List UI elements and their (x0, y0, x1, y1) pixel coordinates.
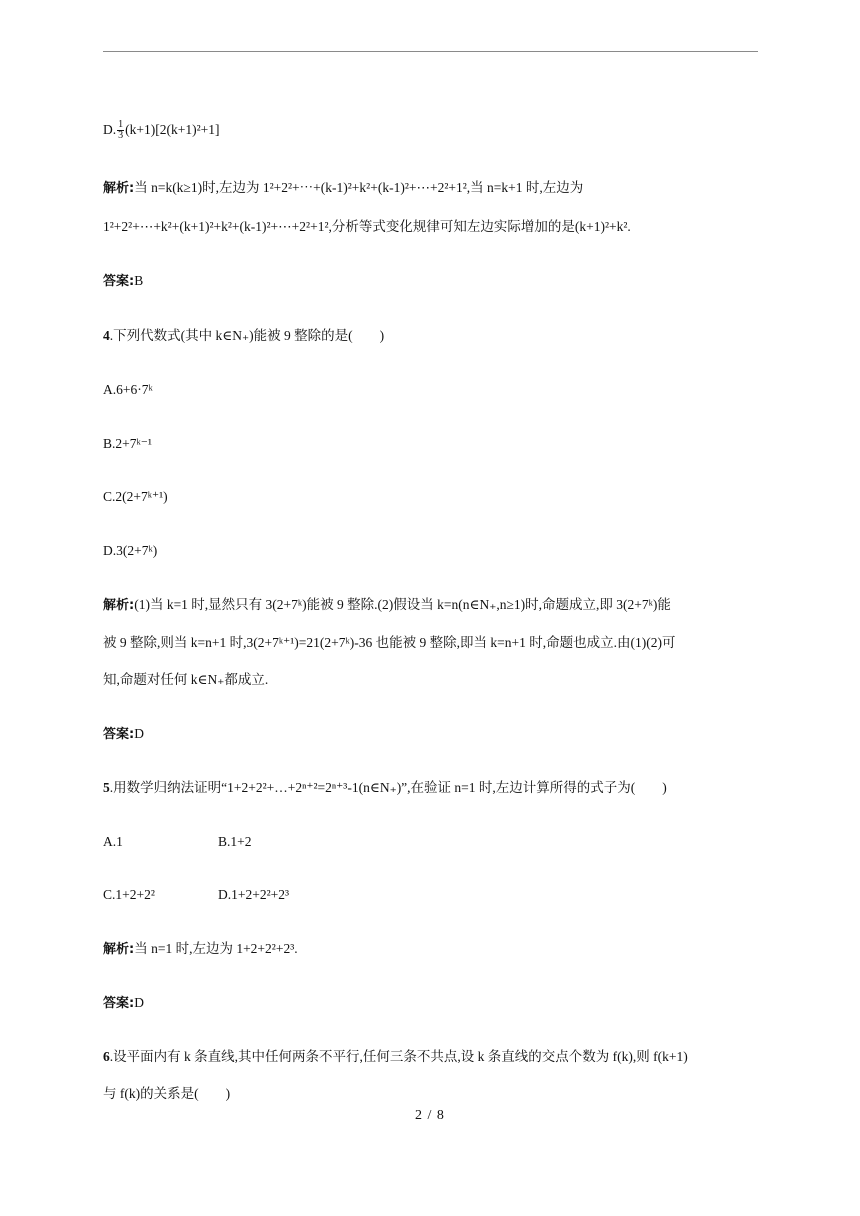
question-5-option-b: B.1+2 (218, 834, 252, 849)
fraction-numerator: 1 (118, 119, 124, 131)
solution-4-line-3: 知,命题对任何 k∈N₊都成立. (103, 672, 269, 687)
header-rule (103, 51, 758, 52)
question-number: 5 (103, 780, 110, 795)
question-5-option-a: A.1 (103, 834, 123, 849)
solution-label: 解析: (103, 181, 135, 196)
answer-label: 答案: (103, 996, 135, 1011)
answer-label: 答案: (103, 274, 135, 289)
option-rest: (k+1)[2(k+1)²+1] (125, 122, 220, 137)
prev-option-d (103, 120, 220, 141)
answer-5 (103, 993, 144, 1014)
solution-3-line-1 (103, 178, 583, 199)
fraction (117, 120, 124, 141)
question-text: 设平面内有 k 条直线,其中任何两条不平行,任何三条不共点,设 k 条直线的交点个数为 f(k),则 f(k+1) (113, 1049, 688, 1064)
solution-label: 解析: (103, 598, 135, 613)
answer-value: B (134, 273, 144, 288)
answer-value: D (134, 995, 144, 1010)
solution-5-line-1 (103, 939, 298, 960)
question-4-option-a: A.6+6·7ᵏ (103, 382, 153, 397)
question-4-option-b: B.2+7ᵏ⁻¹ (103, 436, 152, 451)
question-6-line-1: 6.设平面内有 k 条直线,其中任何两条不平行,任何三条不共点,设 k 条直线的交点个数为 f(k),则 f(k+1) (103, 1049, 688, 1064)
question-4-stem: 4.下列代数式(其中 k∈N₊)能被 9 整除的是( ) (103, 328, 385, 343)
question-4-option-c: C.2(2+7ᵏ⁺¹) (103, 489, 168, 504)
fraction-denominator: 3 (118, 130, 124, 142)
answer-3 (103, 271, 143, 292)
solution-text: 当 n=k(k≥1)时,左边为 1²+2²+⋯+(k-1)²+k²+(k-1)²+⋯+2²+1²,当 n=k+1 时,左边为 (134, 180, 584, 195)
question-text: 下列代数式(其中 k∈N₊)能被 9 整除的是( ) (113, 328, 385, 343)
question-text: 用数学归纳法证明“1+2+2²+…+2ⁿ⁺²=2ⁿ⁺³-1(n∈N₊)”,在验证 n=1 时,左边计算所得的式子为( ) (113, 780, 667, 795)
solution-text: 当 n=1 时,左边为 1+2+2²+2³. (134, 941, 298, 956)
answer-value: D (134, 726, 144, 741)
question-6-line-2: 与 f(k)的关系是( ) (103, 1086, 231, 1101)
question-number: 6 (103, 1049, 110, 1064)
solution-4-line-2: 被 9 整除,则当 k=n+1 时,3(2+7ᵏ⁺¹)=21(2+7ᵏ)-36 也能被 9 整除,即当 k=n+1 时,命题也成立.由(1)(2)可 (103, 635, 676, 650)
answer-label: 答案: (103, 727, 135, 742)
solution-3-line-2: 1²+2²+⋯+k²+(k+1)²+k²+(k-1)²+⋯+2²+1²,分析等式变化规律可知左边实际增加的是(k+1)²+k². (103, 219, 631, 234)
question-5-stem: 5.用数学归纳法证明“1+2+2²+…+2ⁿ⁺²=2ⁿ⁺³-1(n∈N₊)”,在验证 n=1 时,左边计算所得的式子为( ) (103, 780, 667, 795)
question-5-option-c: C.1+2+2² (103, 887, 155, 902)
solution-label: 解析: (103, 942, 135, 957)
solution-text: (1)当 k=1 时,显然只有 3(2+7ᵏ)能被 9 整除.(2)假设当 k=n(n∈N₊,n≥1)时,命题成立,即 3(2+7ᵏ)能 (134, 597, 671, 612)
question-number: 4 (103, 328, 110, 343)
solution-4-line-1 (103, 595, 671, 616)
answer-4 (103, 724, 144, 745)
question-5-option-d: D.1+2+2²+2³ (218, 887, 290, 902)
question-4-option-d: D.3(2+7ᵏ) (103, 543, 158, 558)
page-number: 2 / 8 (415, 1108, 445, 1123)
option-prefix: D. (103, 122, 117, 137)
